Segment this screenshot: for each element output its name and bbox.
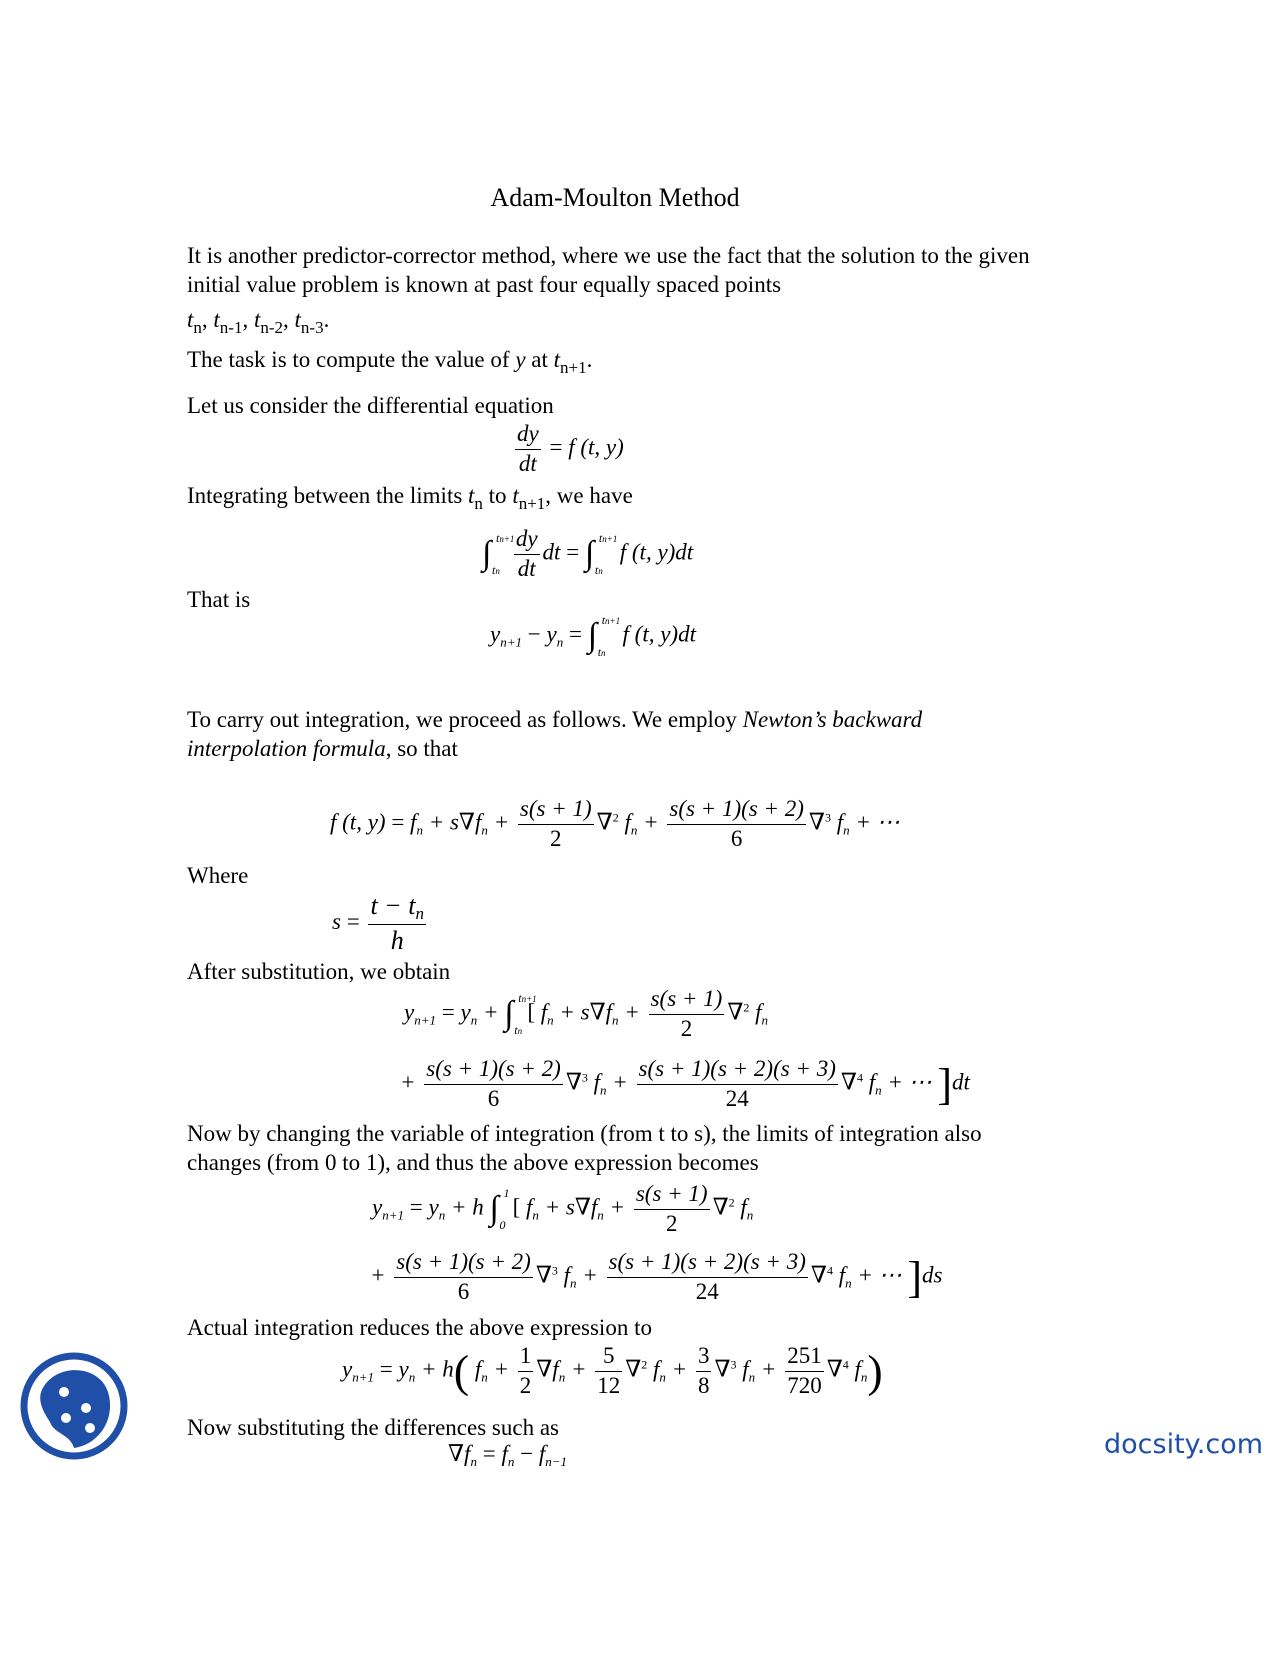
actual-integration-label: Actual integration reduces the above expression to (187, 1315, 652, 1340)
page-title: Adam-Moulton Method (490, 183, 740, 212)
docsity-logo-icon (20, 1352, 128, 1460)
that-is-label: That is (187, 587, 251, 612)
after-substitution-label: After substitution, we obtain (187, 959, 451, 984)
newton-formula-equation: f (t, $y) = f_n + s\nabla f_n$ + $\frac{s(s + 1)}{2}$ ∇$^2$ $f_n$ + $\frac{s(s + 1)(s + 2)}{6}$ ∇$^3$ $f_n$ + ⋯ (330, 796, 900, 851)
substitution-equation-line1: $y_{n+1} = y_n$ + ∫ tn+1 tn [ $f_n + s\nabla f_n$ + $\frac{s(s + 1)}{2}$ ∇$^2$ $f_n$ (404, 986, 769, 1041)
integrating-sentence: Integrating between the limits $t_n$ to $t_{n+1}$, we have (187, 483, 633, 513)
ode-equation: $\frac{dy}{dt}$ = f (t, y) (517, 421, 624, 476)
substituting-label: Now substituting the differences such as (187, 1415, 559, 1440)
consider-sentence: Let us consider the differential equation (187, 393, 554, 418)
integral-equation: ∫ tn+1 tn $\frac{dy}{dt}$ dt = ∫ tn+1 tn f (t, y)dt (482, 526, 694, 581)
s-definition: s = $\frac{t - t_n}{h}$ (332, 891, 424, 956)
paragraph-change-variable: Now by changing the variable of integration (from t to s), the limits of integration also changes (from 0 to 1), and thus the above expression becomes (187, 1121, 982, 1175)
substitution-equation-line2: + $\frac{s(s + 1)(s + 2)}{6}$ ∇$^3$ $f_n$ + $\frac{s(s + 1)(s + 2)(s + 3)}{24}$ ∇$^4$ $f_n$ + ⋯ ]dt (400, 1056, 970, 1111)
paragraph-intro: It is another predictor-corrector method, where we use the fact that the solution to the given initial value problem is known at past four equally spaced points (187, 243, 1030, 297)
paragraph-integration: To carry out integration, we proceed as follows. We employ Newton’s backward interpolation formula, so that (187, 707, 923, 761)
adams-moulton-result: $y_{n+1} = y_n + h$( $f_n$ + $\frac{1}{2}$ $\nabla f_n$ + $\frac{5}{12}$ ∇$^2$ $f_n$ + $\frac{3}{8}$ ∇$^3$ $f_n$ + $\frac{251}{720}$ ∇$^4$ $f_n$) (342, 1343, 883, 1398)
task-sentence: The task is to compute the value of y at $t_{n+1}$. (187, 347, 593, 377)
difference-equation: $y_{n+1} - y_n$ = ∫ tn+1 tn f (t, y)dt (490, 613, 696, 659)
backward-difference-definition: $\nabla f_n = f_n - f_{n-1}$ (448, 1441, 567, 1469)
where-label: Where (187, 863, 249, 888)
changed-equation-line2: + $\frac{s(s + 1)(s + 2)}{6}$ ∇$^3$ $f_n$ + $\frac{s(s + 1)(s + 2)(s + 3)}{24}$ ∇$^4$ $f_n$ + ⋯ ]ds (370, 1249, 943, 1304)
changed-equation-line1: $y_{n+1} = y_n + h$ ∫ 1 0 [ $f_n + s\nabla f_n$ + $\frac{s(s + 1)}{2}$ ∇$^2$ $f_n$ (372, 1181, 754, 1236)
docsity-brand[interactable]: docsity.com (1104, 1429, 1264, 1460)
past-points: $t_n$, $t_{n-1}$, $t_{n-2}$, $t_{n-3}$. (187, 307, 330, 337)
